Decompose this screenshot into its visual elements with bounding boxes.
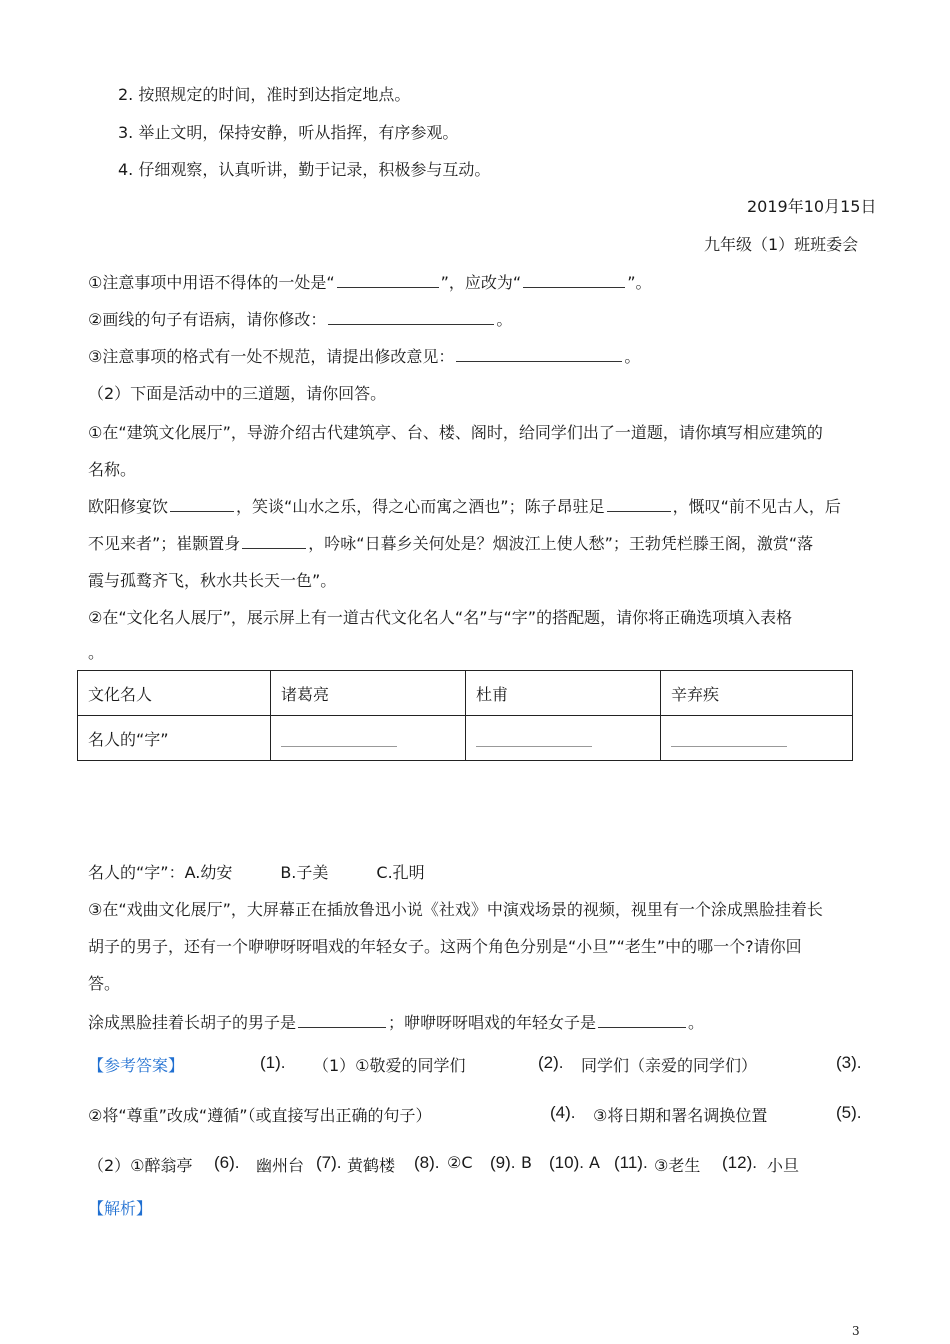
options-line: 名人的“字”：A.幼安 B.子美 C.孔明 [88, 863, 425, 882]
question-3: ③注意事项的格式有一处不规范，请提出修改意见： 。 [88, 347, 641, 366]
answer-number: (9). [490, 1153, 516, 1172]
answer-blank[interactable] [523, 271, 625, 288]
p2-q3-line3: 答。 [88, 974, 121, 993]
answer-blank[interactable] [337, 271, 439, 288]
answer-blank[interactable] [328, 308, 494, 325]
notice-item-3: 3. 举止文明，保持安静，听从指挥，有序参观。 [118, 123, 459, 142]
answer-text: 幽州台 [256, 1156, 305, 1175]
table-cell: 名人的“字” [78, 716, 271, 761]
answer-number: (8). [414, 1153, 440, 1172]
answer-cell[interactable] [466, 716, 661, 761]
p2-q3-fill: 涂成黑脸挂着长胡子的男子是 ；咿咿呀呀唱戏的年轻女子是 。 [88, 1013, 705, 1032]
answer-text: 同学们（亲爱的同学们） [581, 1056, 758, 1075]
p2-q3-line2: 胡子的男子，还有一个咿咿呀呀唱戏的年轻女子。这两个角色分别是“小旦”“老生”中的哪一个?请你回 [88, 937, 802, 956]
answer-blank[interactable] [298, 1011, 386, 1028]
answer-text: 黄鹤楼 [347, 1156, 396, 1175]
answer-blank[interactable] [242, 532, 306, 549]
notice-signature: 九年级（1）班班委会 [704, 235, 859, 254]
answer-text: B [521, 1153, 532, 1172]
p2-q1-line1: ①在“建筑文化展厅”，导游介绍古代建筑亭、台、楼、阁时，给同学们出了一道题，请你填写相应建筑的 [88, 423, 823, 442]
question-1: ①注意事项中用语不得体的一处是“ ”，应改为“ ”。 [88, 273, 652, 292]
answer-blank[interactable] [456, 345, 622, 362]
answer-number: (12). [722, 1153, 757, 1172]
table-cell: 文化名人 [78, 671, 271, 716]
answer-cell[interactable] [271, 716, 466, 761]
answer-number: (6). [214, 1153, 240, 1172]
answer-number: (4). [550, 1103, 576, 1122]
answer-number: (2). [538, 1053, 564, 1072]
answer-text: ③老生 [654, 1156, 701, 1175]
notice-item-4: 4. 仔细观察，认真听讲，勤于记录，积极参与互动。 [118, 160, 491, 179]
fill-line-3: 霞与孤鹜齐飞，秋水共长天一色”。 [88, 571, 337, 590]
table-row [78, 671, 853, 716]
notice-date: 2019年10月15日 [747, 197, 877, 216]
notice-item-2: 2. 按照规定的时间，准时到达指定地点。 [118, 85, 411, 104]
table-cell: 杜甫 [466, 671, 661, 716]
fill-line-2: 不见来者”；崔颢置身 ，吟咏“日暮乡关何处是？烟波江上使人愁”；王勃凭栏滕王阁，激赏“落 [88, 534, 814, 553]
p2-q2-line2: 。 [88, 643, 105, 662]
answer-number: (11). [614, 1153, 648, 1172]
answer-number: (10). [549, 1153, 584, 1172]
answer-text: （1）①敬爱的同学们 [313, 1056, 466, 1075]
answer-number: (7). [316, 1153, 342, 1172]
analysis-label: 【解析】 [88, 1199, 153, 1218]
fill-line-1: 欧阳修宴饮 ，笑谈“山水之乐，得之心而寓之酒也”；陈子昂驻足 ，慨叹“前不见古人，后 [88, 497, 841, 516]
table-cell: 诸葛亮 [271, 671, 466, 716]
answer-label: 【参考答案】 [88, 1056, 185, 1075]
table-row [78, 716, 853, 761]
answer-text: ③将日期和署名调换位置 [593, 1106, 768, 1125]
answer-text: （2）①醉翁亭 [88, 1156, 193, 1175]
answer-blank[interactable] [170, 495, 234, 512]
answer-number: (1). [260, 1053, 286, 1072]
answer-text: A [589, 1153, 600, 1172]
p2-q2-line1: ②在“文化名人展厅”，展示屏上有一道古代文化名人“名”与“字”的搭配题，请你将正确选项填入表格 [88, 608, 793, 627]
name-courtesy-table [77, 670, 853, 761]
answer-text: ②C [447, 1153, 473, 1172]
answer-number: (3). [836, 1053, 862, 1072]
answer-blank[interactable] [607, 495, 671, 512]
answer-number: (5). [836, 1103, 862, 1122]
answer-blank[interactable] [598, 1011, 686, 1028]
answer-text: 小旦 [767, 1156, 800, 1175]
table-cell: 辛弃疾 [661, 671, 853, 716]
part-2-heading: （2）下面是活动中的三道题，请你回答。 [88, 384, 387, 403]
answer-text: ②将“尊重”改成“遵循”（或直接写出正确的句子） [88, 1106, 432, 1125]
answer-cell[interactable] [661, 716, 853, 761]
page-number: 3 [852, 1324, 860, 1338]
p2-q1-line2: 名称。 [88, 460, 137, 479]
question-2: ②画线的句子有语病，请你修改： 。 [88, 310, 513, 329]
p2-q3-line1: ③在“戏曲文化展厅”，大屏幕正在插放鲁迅小说《社戏》中演戏场景的视频，视里有一个涂成黑脸挂着长 [88, 900, 823, 919]
